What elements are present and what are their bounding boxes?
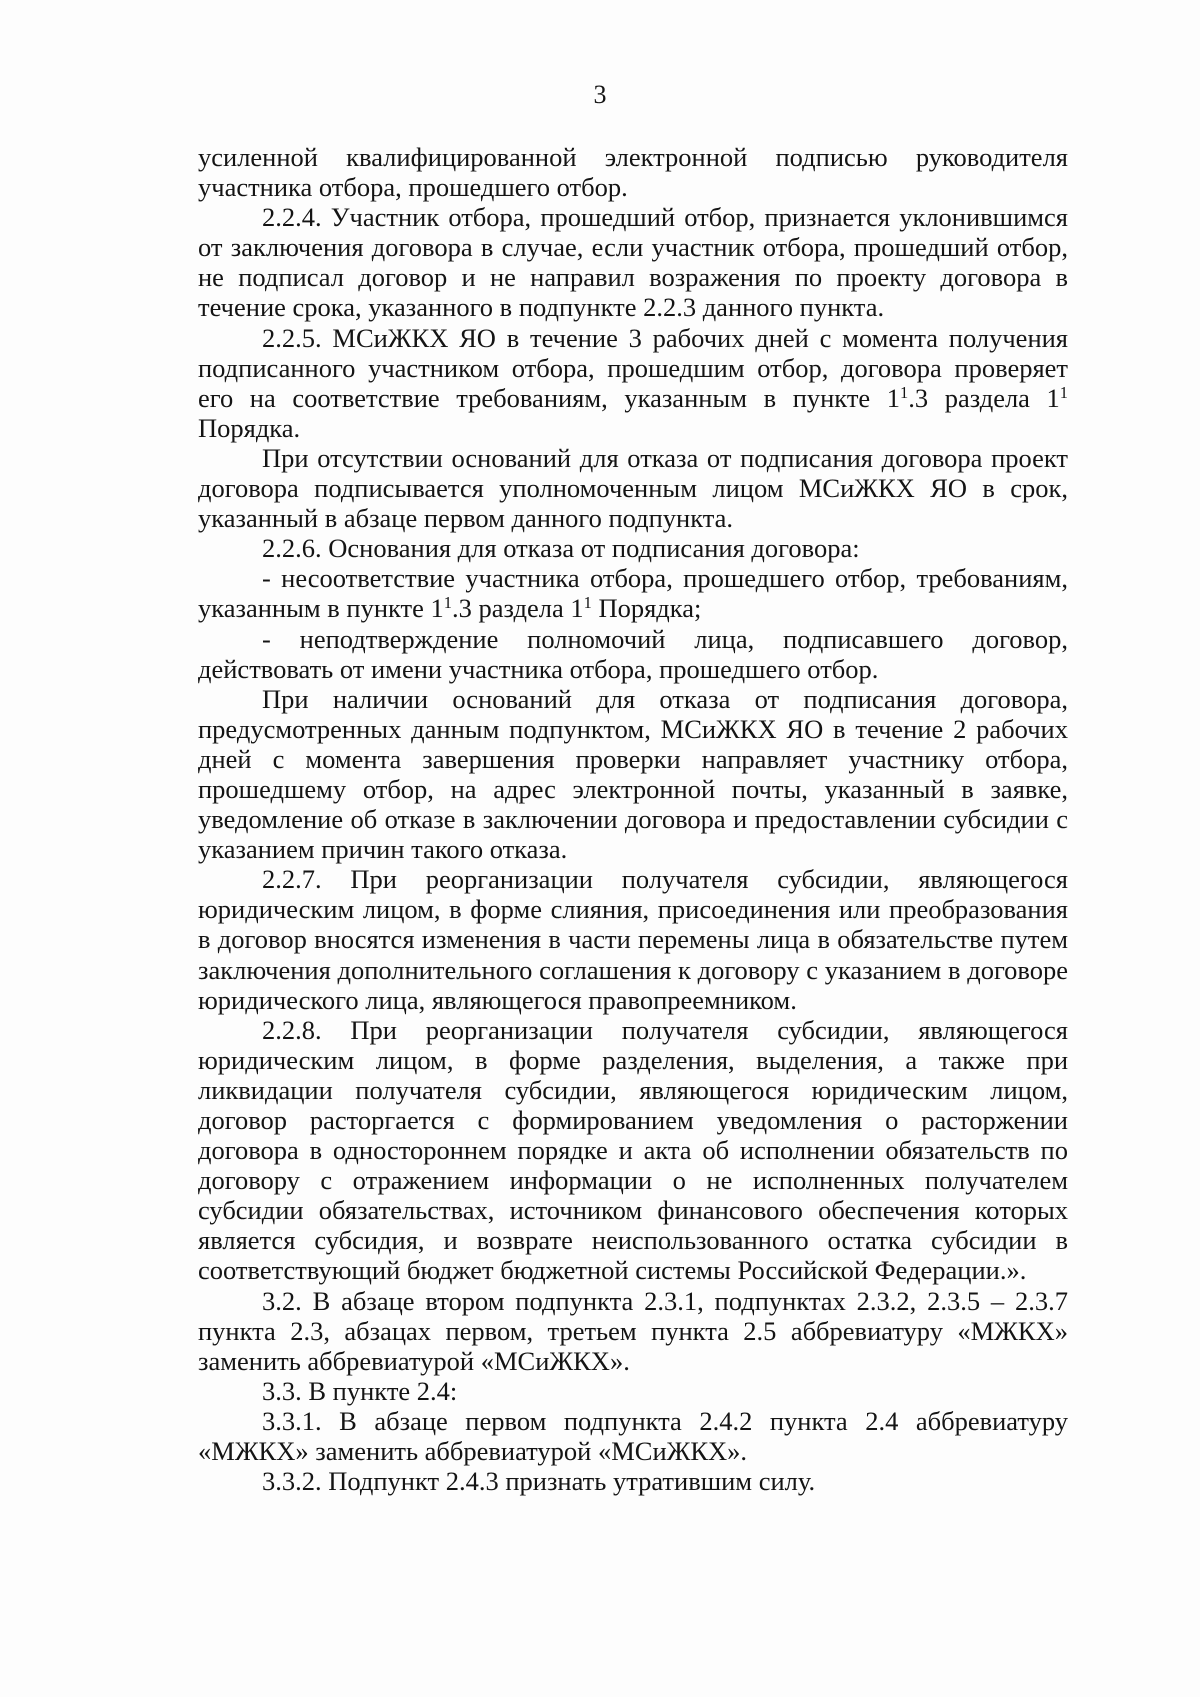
page-number: 3 [593, 80, 607, 109]
paragraph: При отсутствии оснований для отказа от подписания договора проект договора подписывается уполномоченным лицом МСиЖКХ ЯО в срок, указанный в абзаце первом данного подпункта. [198, 442, 1068, 534]
paragraph: 3.3.1. В абзаце первом подпункта 2.4.2 пункта 2.4 аббревиатуру «МЖКХ» заменить аббревиатурой «МСиЖКХ». [198, 1405, 1068, 1467]
paragraph: 2.2.6. Основания для отказа от подписания договора: [262, 533, 860, 564]
paragraph: 2.2.5. МСиЖКХ ЯО в течение 3 рабочих дней с момента получения подписанного участником отбора, прошедшим отбор, договора проверяет его на соответствие требованиям, указанным в пункте $1^1.3$ раздела $1^1$ Порядка. [198, 322, 1069, 443]
paragraph: - неподтверждение полномочий лица, подписавшего договор, действовать от имени участника отбора, прошедшего отбор. [198, 623, 1068, 684]
paragraph: 3.3.2. Подпункт 2.4.3 признать утратившим силу. [262, 1466, 816, 1497]
paragraph: - несоответствие участника отбора, прошедшего отбор, требованиям, указанным в пункте $1^1.3$ раздела $1^1$ Порядка; [198, 563, 1068, 624]
paragraph: 2.2.7. При реорганизации получателя субсидии, являющегося юридическим лицом, в форме слияния, присоединения или преобразования в договор вносятся изменения в части перемены лица в обязательстве путем заключения дополнительного соглашения к договору с указанием в договоре юридического лица, являющегося правопреемником. [198, 864, 1068, 1015]
paragraph: 3.2. В абзаце втором подпункта 2.3.1, подпунктах 2.3.2, 2.3.5 – 2.3.7 пункта 2.3, абзацах первом, третьем пункта 2.5 аббревиатуру «МЖКХ» заменить аббревиатурой «МСиЖКХ». [198, 1285, 1068, 1376]
paragraph: 2.2.8. При реорганизации получателя субсидии, являющегося юридическим лицом, в форме разделения, выделения, а также при ликвидации получателя субсидии, являющегося юридическим лицом, договор расторгается с формированием уведомления о расторжении договора в одностороннем порядке и акта об исполнении обязательств по договору с отражением информации о не исполненных получателем субсидии обязательствах, источником финансового обеспечения которых является субсидия, и возврате неиспользованного остатка субсидии в соответствующий бюджет бюджетной системы Российской Федерации.». [198, 1014, 1068, 1286]
paragraph: 2.2.4. Участник отбора, прошедший отбор, признается уклонившимся от заключения договора в случае, если участник отбора, прошедший отбор, не подписал договор и не направил возражения по проекту договора в течение срока, указанного в подпункте 2.2.3 данного пункта. [198, 202, 1068, 323]
document-body [198, 142, 1068, 1496]
paragraph: усиленной квалифицированной электронной подписью руководителя участника отбора, прошедшего отбор. [198, 142, 1068, 203]
paragraph: 3.3. В пункте 2.4: [262, 1375, 458, 1406]
paragraph: При наличии оснований для отказа от подписания договора, предусмотренных данным подпунктом, МСиЖКХ ЯО в течение 2 рабочих дней с момента завершения проверки направляет участнику отбора, прошедшему отбор, на адрес электронной почты, указанный в заявке, уведомление об отказе в заключении договора и предоставлении субсидии с указанием причин такого отказа. [198, 683, 1068, 865]
